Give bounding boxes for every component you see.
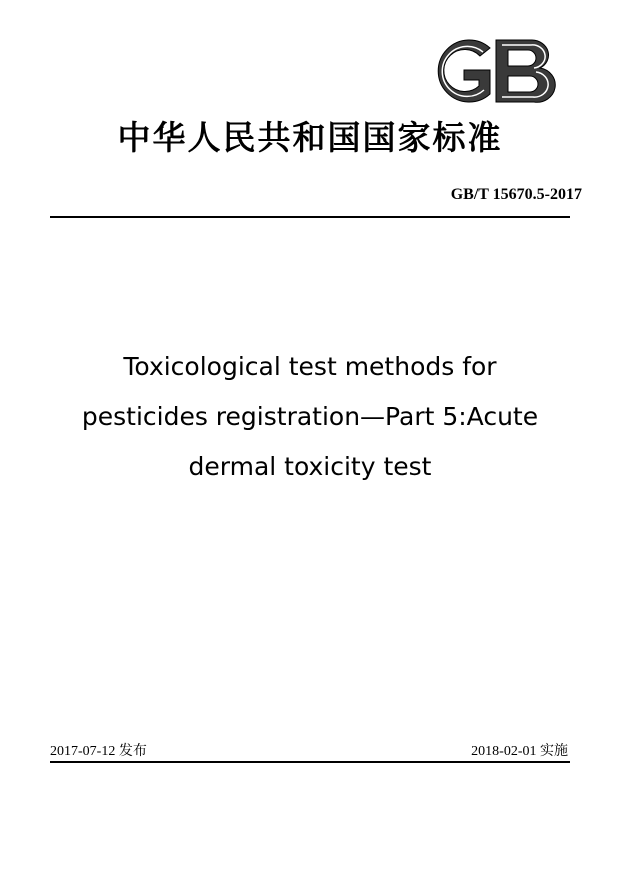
document-title-line-1: Toxicological test methods for: [123, 352, 497, 381]
top-divider: [50, 216, 570, 218]
document-title-line-3: dermal toxicity test: [188, 452, 432, 481]
gb-logo-g-letter: [438, 40, 490, 102]
implementation-date: 2018-02-01: [471, 744, 537, 759]
issue-label: 发布: [118, 743, 147, 759]
document-title-line-2: pesticides registration—Part 5:Acute: [81, 402, 539, 431]
standard-number: GB/T 15670.5-2017: [450, 186, 582, 203]
implementation-date-line: [471, 740, 568, 760]
issue-date-line: [50, 740, 147, 760]
issue-date: 2017-07-12: [50, 744, 116, 759]
document-title: [30, 342, 590, 492]
bottom-divider: [50, 761, 570, 763]
implementation-label: 实施: [540, 743, 568, 759]
national-standard-title: 中华人民共和国国家标准: [117, 118, 503, 157]
gb-logo-b-letter: [496, 40, 555, 102]
gb-logo: [424, 36, 558, 106]
